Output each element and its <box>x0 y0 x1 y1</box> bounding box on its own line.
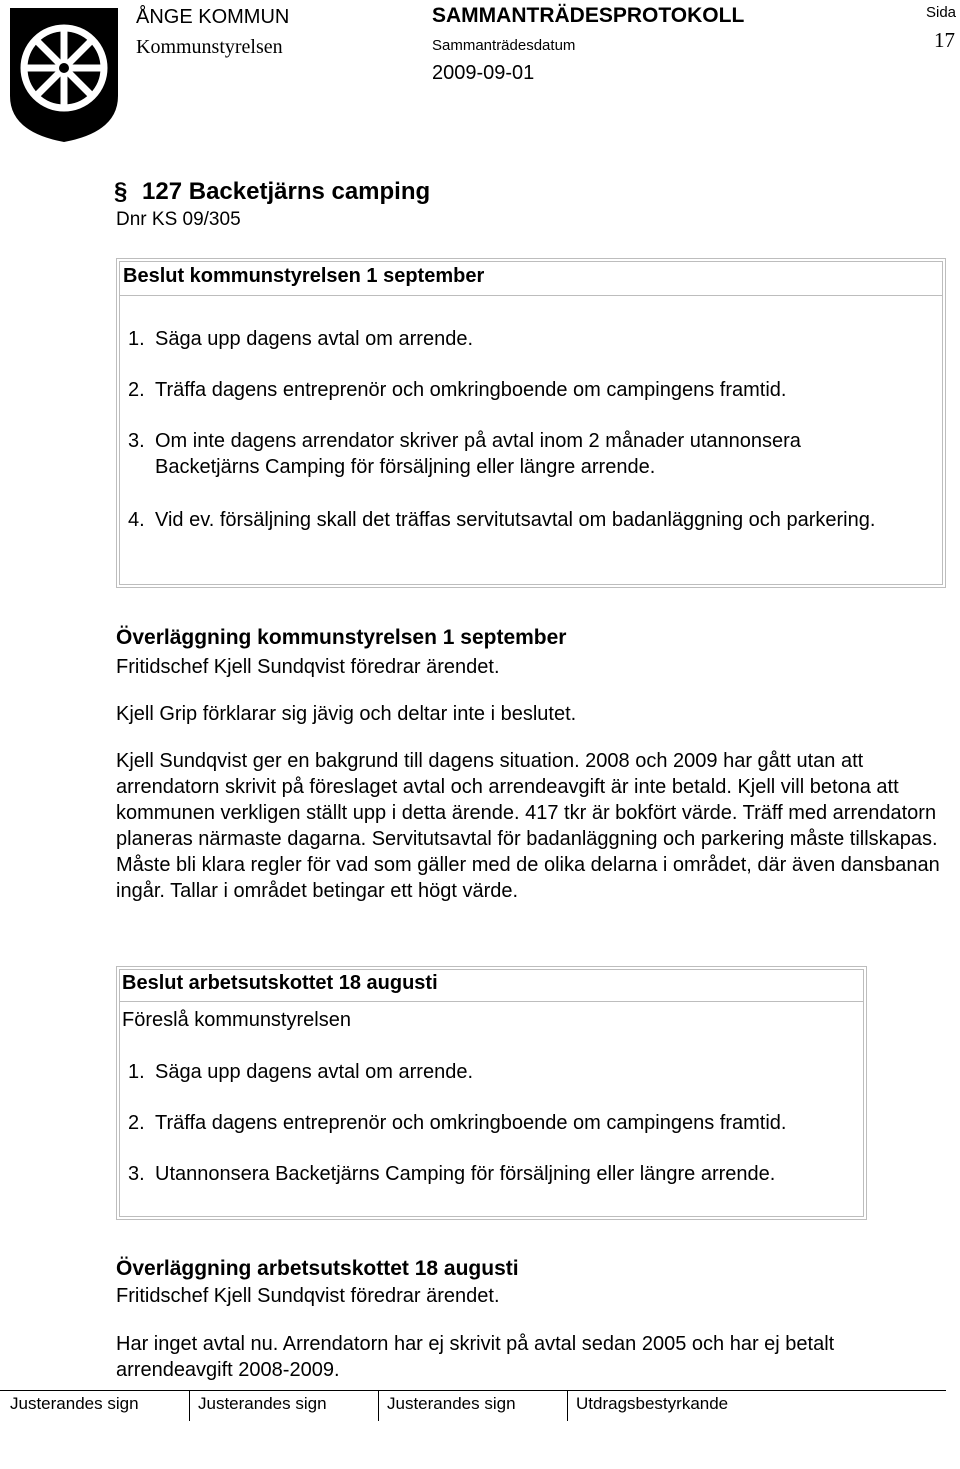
section-heading <box>114 178 430 206</box>
item-number: 2. <box>128 379 145 401</box>
decision-ks-title: Beslut kommunstyrelsen 1 september <box>123 265 485 287</box>
item-text: Säga upp dagens avtal om arrende. <box>155 1061 473 1083</box>
deliberation-ks-paragraph: Kjell Sundqvist ger en bakgrund till dagens situation. 2008 och 2009 har gått utan att arrendatorn skrivit på föreslaget avtal och arrendeavgift är inte betald. Kjell vill betona att kommunen verkligen ställt upp i detta ärende. 417 tkr är bokfört värde. Träff med arrendatorn planeras närmaste dagarna. Servitutsavtal för badanläggning och parkering måste tillskapas. Måste bli klara regler för vad som gäller med de olika delarna i området, där även dansbanan ingår. Tallar i området betingar ett högt värde. <box>116 750 940 902</box>
meeting-date: 2009-09-01 <box>432 62 535 84</box>
section-title: 127 Backetjärns camping <box>142 178 431 205</box>
item-number: 1. <box>128 328 145 350</box>
item-number: 4. <box>128 509 145 531</box>
decision-au-divider <box>119 1001 864 1002</box>
deliberation-ks-paragraph: Fritidschef Kjell Sundqvist föredrar ärendet. <box>116 656 500 678</box>
page-number: 17 <box>934 28 955 52</box>
deliberation-au-title: Överläggning arbetsutskottet 18 augusti <box>116 1257 519 1280</box>
section-symbol: § <box>114 178 128 205</box>
decision-au-intro: Föreslå kommunstyrelsen <box>122 1009 351 1031</box>
item-text: Träffa dagens entreprenör och omkringboende om campingens framtid. <box>155 1112 787 1134</box>
org-name: ÅNGE KOMMUN <box>136 6 290 28</box>
document-title: SAMMANTRÄDESPROTOKOLL <box>432 4 745 27</box>
item-number: 2. <box>128 1112 145 1134</box>
department-name: Kommunstyrelsen <box>136 36 283 58</box>
certification-cell: Utdragsbestyrkande <box>567 1391 946 1421</box>
signature-cell: Justerandes sign <box>189 1391 378 1421</box>
decision-au-title: Beslut arbetsutskottet 18 augusti <box>122 972 438 994</box>
decision-ks-divider <box>119 295 943 296</box>
meeting-date-label: Sammanträdesdatum <box>432 37 576 54</box>
deliberation-ks-paragraph: Kjell Grip förklarar sig jävig och deltar inte i beslutet. <box>116 703 577 725</box>
page-label: Sida <box>926 4 957 21</box>
deliberation-au-paragraph: Fritidschef Kjell Sundqvist föredrar ärendet. <box>116 1285 500 1307</box>
municipal-wheel-crest-icon <box>6 4 122 144</box>
item-text: Utannonsera Backetjärns Camping för försäljning eller längre arrende. <box>155 1163 776 1185</box>
deliberation-au-paragraph: Har inget avtal nu. Arrendatorn har ej skrivit på avtal sedan 2005 och har ej betalt arrendeavgift 2008-2009. <box>116 1333 835 1381</box>
deliberation-ks-title: Överläggning kommunstyrelsen 1 september <box>116 626 567 649</box>
decision-ks-box <box>116 258 946 588</box>
item-number: 3. <box>128 430 145 452</box>
item-text: Om inte dagens arrendator skriver på avtal inom 2 månader utannonsera Backetjärns Camping för försäljning eller längre arrende. <box>155 430 801 478</box>
item-text: Vid ev. försäljning skall det träffas servitutsavtal om badanläggning och parkering. <box>155 509 876 531</box>
item-text: Träffa dagens entreprenör och omkringboende om campingens framtid. <box>155 379 787 401</box>
item-number: 3. <box>128 1163 145 1185</box>
signature-cell: Justerandes sign <box>378 1391 567 1421</box>
diary-number: Dnr KS 09/305 <box>116 209 241 230</box>
item-number: 1. <box>128 1061 145 1083</box>
item-text: Säga upp dagens avtal om arrende. <box>155 328 473 350</box>
signature-cell: Justerandes sign <box>10 1394 139 1413</box>
